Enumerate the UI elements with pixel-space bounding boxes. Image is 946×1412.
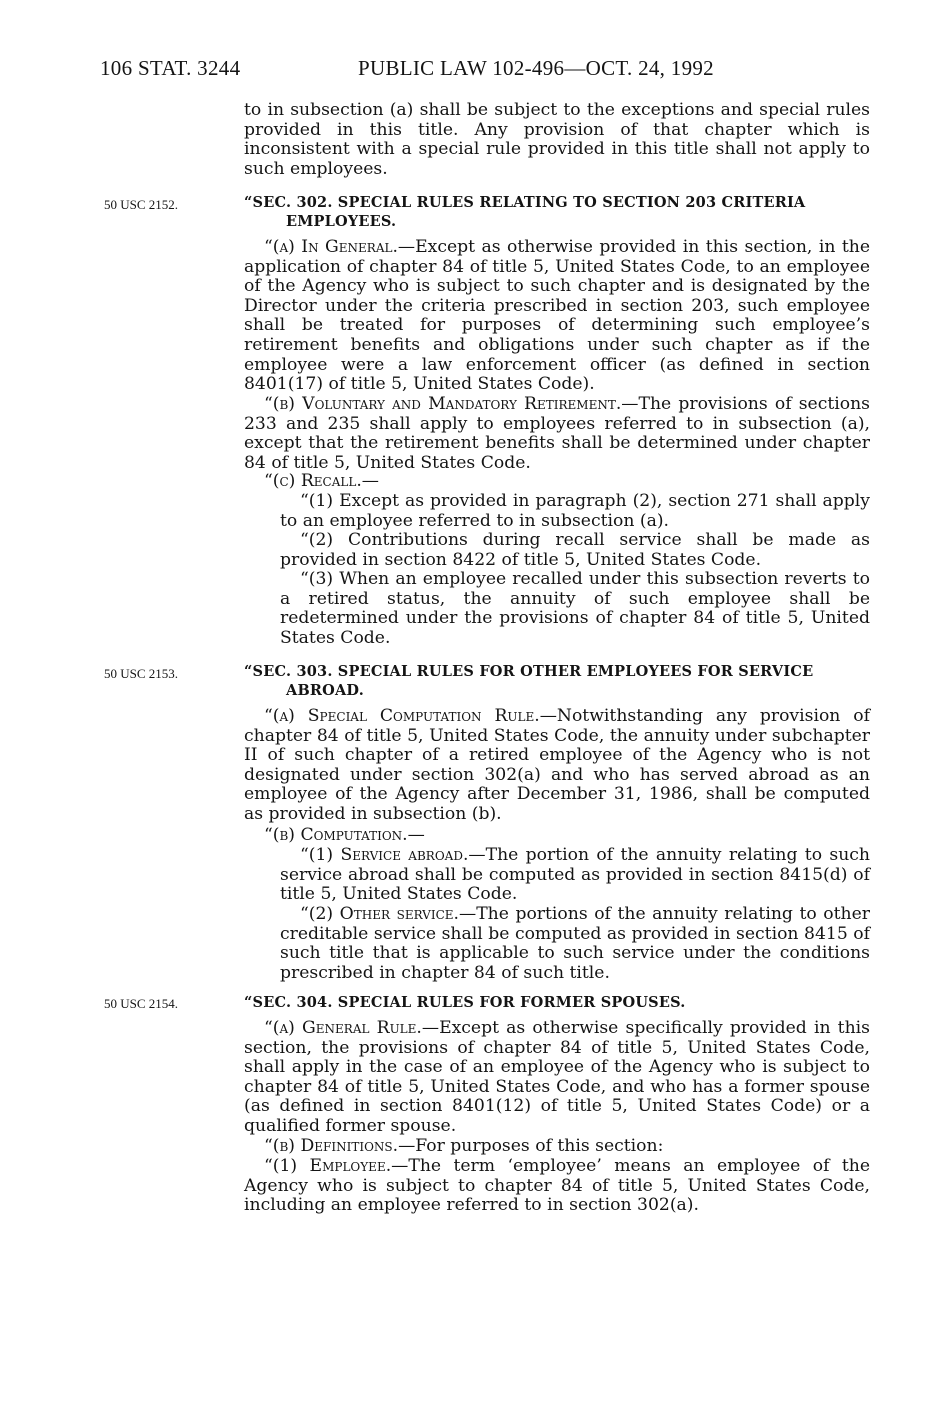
subsection-b-text: For purposes of this section:	[415, 1136, 664, 1156]
margin-note-usc-2152: 50 USC 2152.	[104, 197, 179, 212]
paragraph-b1-label: “(1) Service abroad.—	[300, 845, 486, 865]
section-302-heading-line2: EMPLOYEES.	[286, 213, 397, 230]
subsection-a-text: Except as otherwise specifically provided in this section, the provisions of chapter 84 of title 5, United States Code, shall apply in the case of an employee of the Agency who is subject to chapter 84 of title 5, United States Code, and who has a former spouse (as defined in section 8401(12) of title 5, United States Code) or a qualified former spouse.	[244, 1018, 870, 1136]
subsection-b-label: “(b) Definitions.—	[264, 1136, 416, 1156]
section-302-paragraph-c3: “(3) When an employee recalled under this subsection reverts to a retired status, the annuity of such employee shall be redetermined under the provisions of chapter 84 of title 5, United States Code.	[280, 569, 870, 648]
section-302-paragraph-c2: “(2) Contributions during recall service shall be made as provided in section 8422 of title 5, United States Code.	[280, 530, 870, 570]
section-304-subsection-a	[244, 1019, 870, 1137]
subsection-a-label: “(a) In General.—	[264, 237, 416, 257]
section-303-heading	[244, 662, 870, 700]
paragraph-b2-label: “(2) Other service.—	[300, 904, 477, 924]
section-303-heading-line2: ABROAD.	[286, 682, 364, 699]
margin-note-usc-2154: 50 USC 2154.	[104, 996, 179, 1011]
margin-note-usc-2153: 50 USC 2153.	[104, 666, 179, 681]
paragraph-b1-label: “(1) Employee.—	[264, 1156, 409, 1176]
section-302-heading-line1: “SEC. 302. SPECIAL RULES RELATING TO SECTION 203 CRITERIA	[244, 194, 806, 211]
section-303-subsection-a	[244, 707, 870, 825]
paragraph-b1-text: The term ‘employee’ means an employee of the Agency who is subject to chapter 84 of title 5, United States Code, including an employee referred to in section 302(a).	[244, 1156, 870, 1216]
statute-page-number: 106 STAT. 3244	[100, 56, 241, 80]
section-304-paragraph-b1	[244, 1157, 870, 1216]
section-303-heading-line1: “SEC. 303. SPECIAL RULES FOR OTHER EMPLOYEES FOR SERVICE	[244, 663, 814, 680]
subsection-a-label: “(a) General Rule.—	[264, 1018, 440, 1038]
section-304-subsection-b	[244, 1137, 870, 1157]
subsection-b-text: The provisions of sections 233 and 235 shall apply to employees referred to in subsection (a), except that the retirement benefits shall be determined under chapter 84 of title 5, United States Code.	[244, 394, 870, 473]
paragraph-b2-text: The portions of the annuity relating to other creditable service shall be computed as provided in section 8415 of such title that is applicable to such service under the conditions prescribed in chapter 84 of such title.	[280, 904, 870, 983]
paragraph-b1-text: The portion of the annuity relating to such service abroad shall be computed as provided in section 8415(d) of title 5, United States Code.	[280, 845, 870, 905]
subsection-a-label: “(a) Special Computation Rule.—	[264, 706, 557, 726]
section-302-subsection-c	[244, 472, 870, 492]
section-304-heading-line1: “SEC. 304. SPECIAL RULES FOR FORMER SPOUSES.	[244, 994, 686, 1011]
section-303-subsection-b	[244, 826, 870, 846]
subsection-b-label: “(b) Voluntary and Mandatory Retirement.—	[264, 394, 639, 414]
section-302-paragraph-c1: “(1) Except as provided in paragraph (2), section 271 shall apply to an employee referred to in subsection (a).	[280, 491, 870, 531]
subsection-a-text: Except as otherwise provided in this section, in the application of chapter 84 of title 5, United States Code, to an employee of the Agency who is subject to such chapter and is designated by the Director under the criteria prescribed in section 203, such employee shall be treated for purposes of determining such employee’s retirement benefits and obligations under such chapter as if the employee were a law enforcement officer (as defined in section 8401(17) of title 5, United States Code).	[244, 237, 870, 395]
subsection-b-label: “(b) Computation.—	[264, 825, 425, 845]
subsection-c-label: “(c) Recall.—	[264, 471, 379, 491]
section-302-heading	[244, 193, 870, 231]
intro-paragraph: to in subsection (a) shall be subject to the exceptions and special rules provided in this title. Any provision of that chapter which is inconsistent with a special rule provided in this title shall not apply to such employees.	[244, 100, 870, 179]
section-303-paragraph-b1	[280, 846, 870, 905]
subsection-a-text: Notwithstanding any provision of chapter 84 of title 5, United States Code, the annuity under subchapter II of such chapter of a retired employee of the Agency who is not designated under section 302(a) and who has served abroad as an employee of the Agency after December 31, 1986, shall be computed as provided in subsection (b).	[244, 706, 870, 824]
section-303-paragraph-b2	[280, 905, 870, 983]
public-law-title: PUBLIC LAW 102-496—OCT. 24, 1992	[358, 56, 714, 80]
section-304-heading	[244, 993, 870, 1012]
page-header	[100, 56, 880, 86]
section-302-subsection-a	[244, 238, 870, 395]
section-302-subsection-b	[244, 395, 870, 473]
